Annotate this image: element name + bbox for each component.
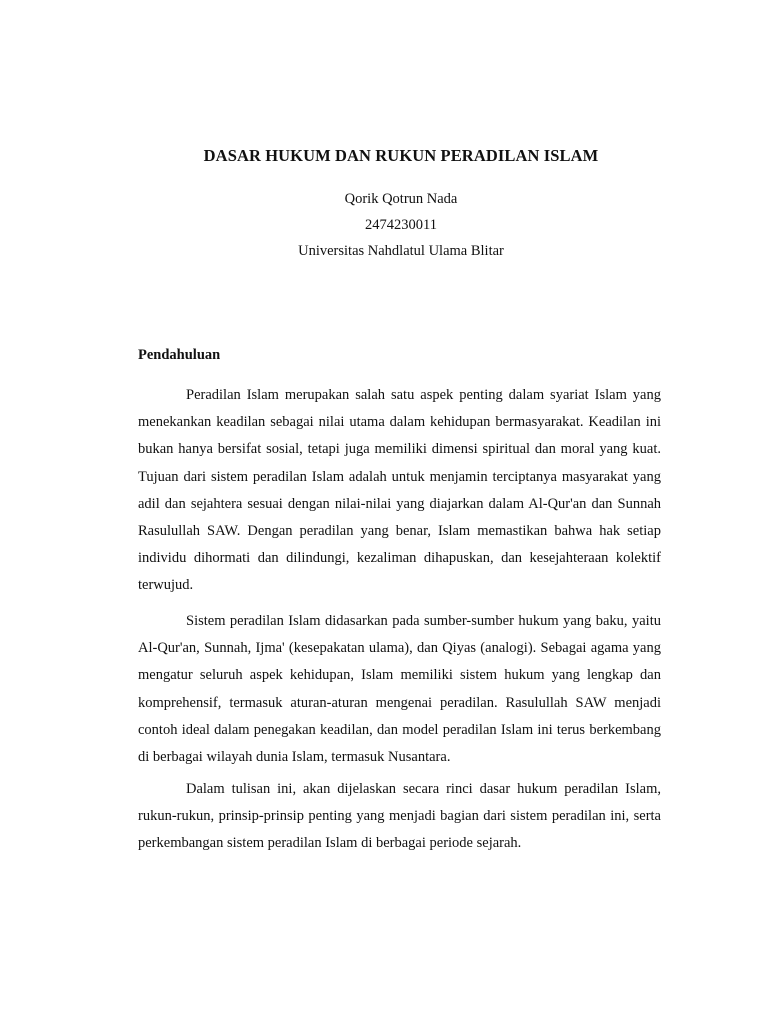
paragraph: Sistem peradilan Islam didasarkan pada sumber-sumber hukum yang baku, yaitu Al-Qur'an, Sunnah, Ijma' (kesepakatan ulama), dan Qiyas (analogi). Sebagai agama yang mengatur seluruh aspek kehidupan, Islam memiliki sistem hukum yang lengkap dan komprehensif, termasuk aturan-aturan mengenai peradilan. Rasulullah SAW menjadi contoh ideal dalam penegakan keadilan, dan model peradilan Islam ini terus berkembang di berbagai wilayah dunia Islam, termasuk Nusantara. xyxy=(138,613,661,766)
author-block xyxy=(0,186,768,264)
paragraph: Peradilan Islam merupakan salah satu aspek penting dalam syariat Islam yang menekankan keadilan sebagai nilai utama dalam kehidupan bermasyarakat. Keadilan ini bukan hanya bersifat sosial, tetapi juga memiliki dimensi spiritual dan moral yang kuat. Tujuan dari sistem peradilan Islam adalah untuk menjamin terciptanya masyarakat yang adil dan sejahtera sesuai dengan nilai-nilai yang diajarkan dalam Al-Qur'an dan Sunnah Rasulullah SAW. Dengan peradilan yang benar, Islam memastikan bahwa hak setiap individu dihormati dan dilindungi, kezaliman dihapuskan, dan kesejahteraan kolektif terwujud. xyxy=(138,387,661,594)
document-title: DASAR HUKUM DAN RUKUN PERADILAN ISLAM xyxy=(203,146,599,165)
student-id: 2474230011 xyxy=(365,217,437,233)
institution-name: Universitas Nahdlatul Ulama Blitar xyxy=(298,243,504,259)
paragraph: Dalam tulisan ini, akan dijelaskan secara rinci dasar hukum peradilan Islam, rukun-rukun, prinsip-prinsip penting yang menjadi bagian dari sistem peradilan ini, serta perkembangan sistem peradilan Islam di berbagai periode sejarah. xyxy=(138,781,661,852)
author-name: Qorik Qotrun Nada xyxy=(344,191,458,207)
section-heading: Pendahuluan xyxy=(138,347,221,363)
